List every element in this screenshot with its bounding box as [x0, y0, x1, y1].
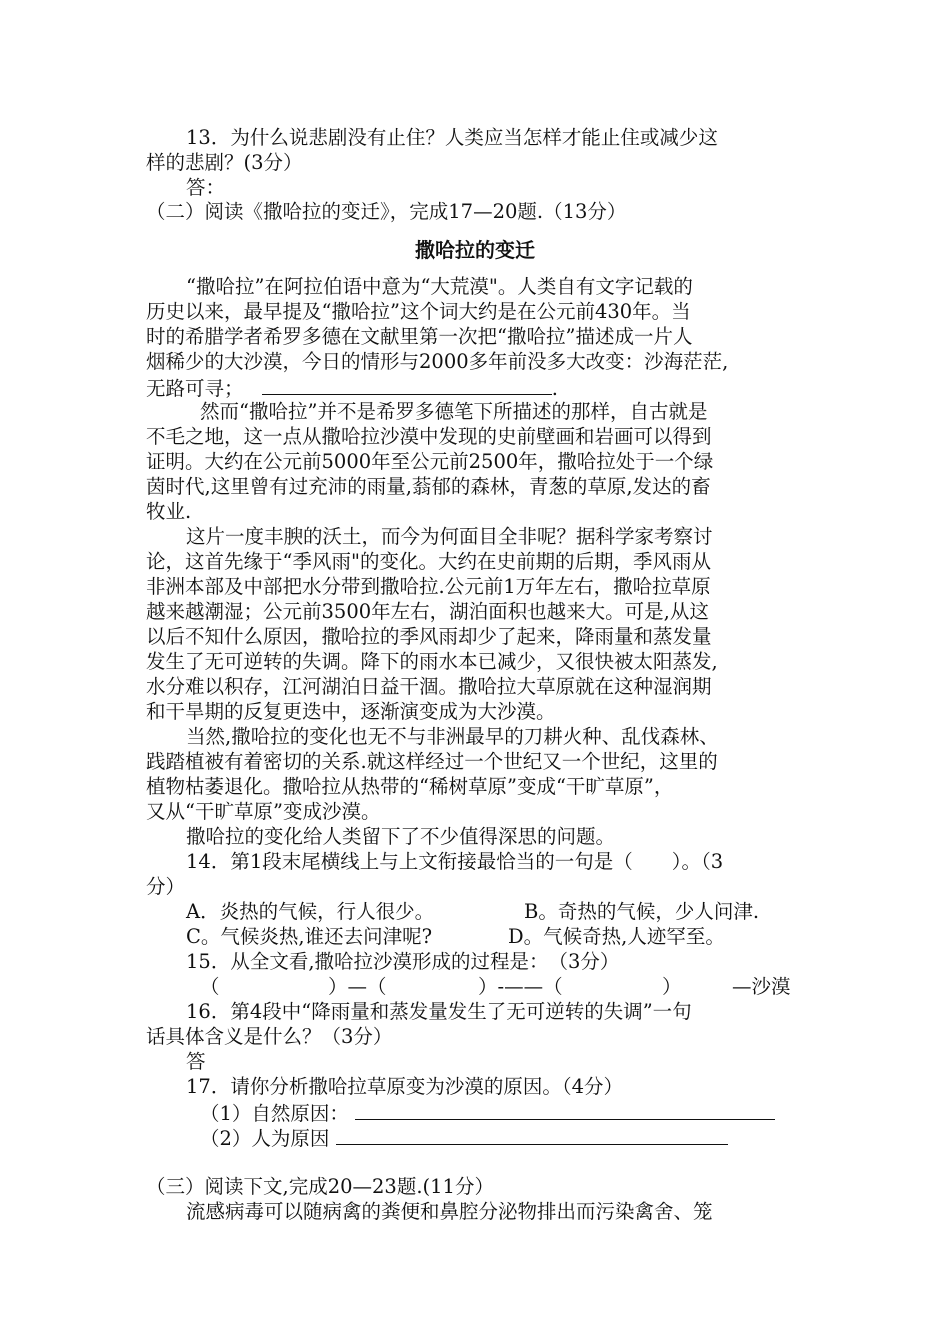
q14-line2: 分）	[146, 875, 186, 898]
q17-human	[200, 1124, 728, 1152]
q14-option-a: A．炎热的气候，行人很少。	[186, 900, 435, 923]
p3-line4: 越来越潮湿；公元前3500年左右，湖泊面积也越来大。可是,从这	[146, 600, 709, 623]
p3-line8: 和干旱期的反复更迭中，逐渐演变成为大沙漠。	[146, 700, 556, 723]
p1-blank	[262, 374, 552, 395]
q13-line1: 13．为什么说悲剧没有止住？人类应当怎样才能止住或减少这	[186, 126, 718, 149]
q17-human-label: （2）人为原因	[200, 1127, 330, 1150]
p1-line2: 历史以来，最早提及“撒哈拉”这个词大约是在公元前430年。当	[146, 300, 691, 323]
p3-line3: 非洲本部及中部把水分带到撒哈拉.公元前1万年左右，撒哈拉草原	[146, 575, 711, 598]
q14-line1: 14．第1段末尾横线上与上文衔接最恰当的一句是（ ）。（3	[186, 850, 724, 873]
q17-natural-blank	[355, 1099, 775, 1120]
p3-line6: 发生了无可逆转的失调。降下的雨水本已减少，又很快被太阳蒸发,	[146, 650, 718, 673]
article-title: 撒哈拉的变迁	[415, 238, 535, 262]
q14-option-d: D。气候奇热,人迹罕至。	[508, 925, 725, 948]
p4-line4: 又从“干旷草原”变成沙漠。	[146, 800, 381, 823]
p1-line1: “撒哈拉”在阿拉伯语中意为“大荒漠"。人类自有文字记载的	[186, 275, 693, 298]
q17-line1: 17．请你分析撒哈拉草原变为沙漠的原因。（4分）	[186, 1075, 623, 1098]
p3-line1: 这片一度丰腴的沃土，而今为何面目全非呢？据科学家考察讨	[186, 525, 713, 548]
p1-line5-text: 无路可寻；	[146, 377, 244, 400]
section2-header: （二）阅读《撒哈拉的变迁》，完成17—20题.（13分）	[146, 200, 627, 223]
q15-paren2: ）—（	[328, 975, 387, 998]
q16-line2: 话具体含义是什么？（3分）	[146, 1025, 393, 1048]
p4-line2: 践踏植被有着密切的关系.就这样经过一个世纪又一个世纪，这里的	[146, 750, 718, 773]
p1-line4: 烟稀少的大沙漠，今日的情形与2000多年前没多大改变：沙海茫茫,	[146, 350, 729, 373]
q17-natural-label: （1）自然原因：	[200, 1102, 349, 1125]
p1-line5	[146, 374, 558, 402]
q15-paren1: （	[200, 975, 220, 998]
p5-line1: 撒哈拉的变化给人类留下了不少值得深思的问题。	[186, 825, 616, 848]
p4-line1: 当然,撒哈拉的变化也无不与非洲最早的刀耕火种、乱伐森林、	[186, 725, 719, 748]
s3-p1-line1: 流感病毒可以随病禽的粪便和鼻腔分泌物排出而污染禽舍、笼	[186, 1200, 713, 1223]
p4-line3: 植物枯萎退化。撒哈拉从热带的“稀树草原”变成“干旷草原”，	[146, 775, 674, 798]
p2-line1: 然而“撒哈拉”并不是希罗多德笔下所描述的那样，自古就是	[200, 400, 708, 423]
p3-line2: 论，这首先缘于“季风雨"的变化。大约在史前期的后期，季风雨从	[146, 550, 711, 573]
p3-line7: 水分难以积存，江河湖泊日益干涸。撒哈拉大草原就在这种湿润期	[146, 675, 712, 698]
p3-line5: 以后不知什么原因，撒哈拉的季风雨却少了起来，降雨量和蒸发量	[146, 625, 712, 648]
p1-end: .	[551, 377, 558, 400]
p2-line2: 不毛之地，这一点从撒哈拉沙漠中发现的史前壁画和岩画可以得到	[146, 425, 712, 448]
q15-end: —沙漠	[732, 975, 791, 998]
q17-natural	[200, 1099, 775, 1127]
q16-answer: 答	[186, 1050, 206, 1073]
q17-human-blank	[336, 1124, 728, 1145]
q15-paren3: ）-——（	[478, 975, 563, 998]
p2-line5: 牧业.	[146, 500, 192, 523]
q13-answer: 答：	[186, 176, 226, 199]
p2-line3: 证明。大约在公元前5000年至公元前2500年，撒哈拉处于一个绿	[146, 450, 714, 473]
q13-line2: 样的悲剧？(3分）	[146, 151, 303, 174]
q14-option-c: C。气候炎热,谁还去问津呢?	[186, 925, 433, 948]
p1-line3: 时的希腊学者希罗多德在文献里第一次把“撒哈拉”描述成一片人	[146, 325, 693, 348]
q16-line1: 16．第4段中“降雨量和蒸发量发生了无可逆转的失调”一句	[186, 1000, 692, 1023]
q15-line1: 15．从全文看,撒哈拉沙漠形成的过程是： （3分）	[186, 950, 620, 973]
q14-option-b: B。奇热的气候，少人问津.	[524, 900, 760, 923]
p2-line4: 茵时代,这里曾有过充沛的雨量,蓊郁的森林，青葱的草原,发达的畜	[146, 475, 711, 498]
q15-paren4: ）	[662, 975, 682, 998]
section3-header: （三）阅读下文,完成20—23题.(11分）	[146, 1175, 494, 1198]
